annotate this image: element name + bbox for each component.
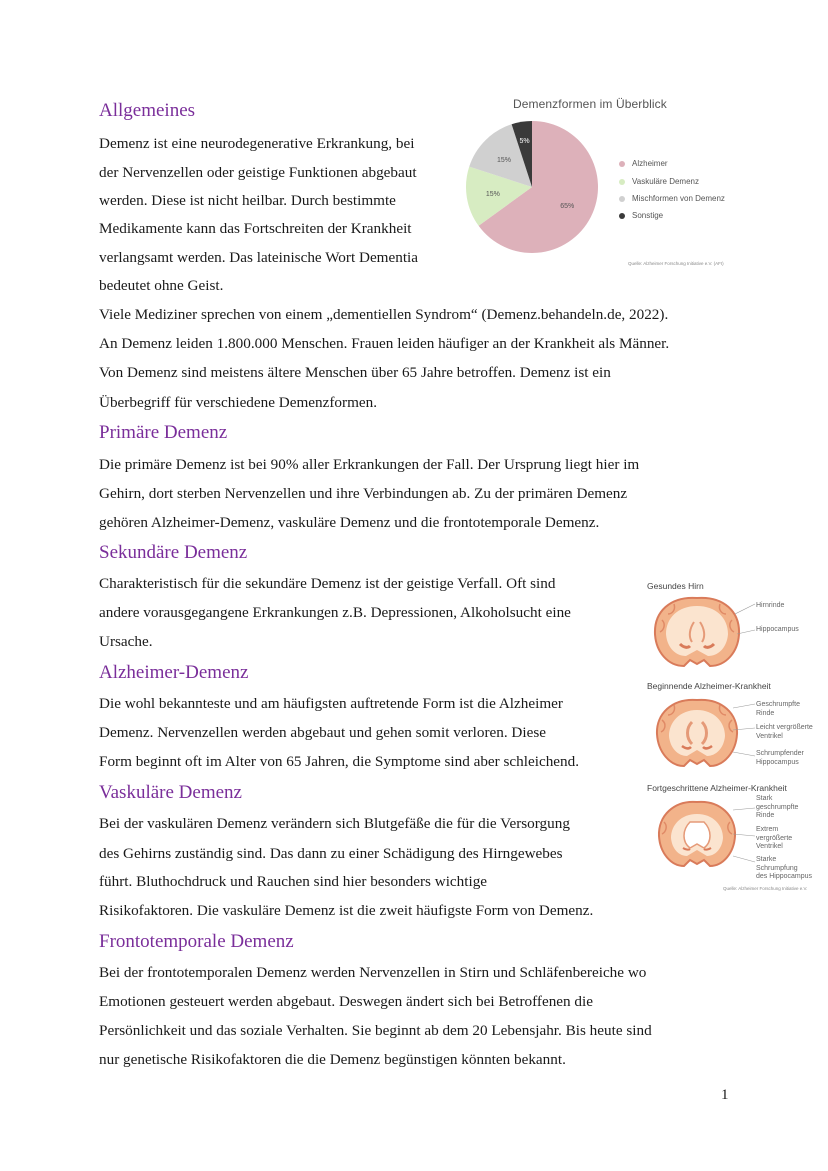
callout-text: Schrumpfender Hippocampus [756,750,804,766]
callout-label [756,750,804,767]
pie-data-label: 65% [560,202,575,210]
paragraph-line: Persönlichkeit und das soziale Verhalten. Sie beginnt ab dem 20 Lebensjahr. Bis heute sind [99,1022,652,1039]
paragraph-line: Emotionen gesteuert werden abgebaut. Deswegen ändert sich bei Betroffenen die [99,993,593,1010]
paragraph-line: An Demenz leiden 1.800.000 Menschen. Frauen leiden häufiger an der Krankheit als Männer. [99,335,670,352]
brain-panel-title: Beginnende Alzheimer-Krankheit [647,681,771,691]
legend-swatch [619,179,625,185]
callout-text: Leicht vergrößerte Ventrikel [756,724,813,740]
callout-lines [733,800,757,872]
paragraph-line: Die wohl bekannteste und am häufigsten auftretende Form ist die Alzheimer [99,695,563,712]
paragraph-line: Viele Mediziner sprechen von einem „dementiellen Syndrom“ (Demenz.behandeln.de, 2022). [99,306,669,323]
callout-lines [735,600,757,640]
legend-item [619,159,668,168]
callout-text: Extrem vergrößerte Ventrikel [756,826,793,850]
callout-label [756,826,792,852]
brain-panel-title: Gesundes Hirn [647,581,704,591]
paragraph-line: Bei der vaskulären Demenz verändern sich Blutgefäße die für die Versorgung [99,815,570,832]
chart-source: Quelle: Alzheimer Forschung Initiative e.V. (AFI) [628,261,724,266]
paragraph-line: des Gehirns zuständig sind. Das dann zu einer Schädigung des Hirngewebes [99,845,563,862]
legend-label: Alzheimer [632,159,668,168]
paragraph-line: nur genetische Risikofaktoren die die Demenz begünstigen könnten bekannt. [99,1051,566,1068]
callout-label: Hirnrinde [756,602,785,609]
legend-item [619,211,663,220]
callout-lines [733,700,757,764]
callout-text: Starke Schrumpfung des Hippocampus [756,856,813,880]
legend-item [619,194,725,203]
paragraph-line: Charakteristisch für die sekundäre Demenz ist der geistige Verfall. Oft sind [99,575,556,592]
page-number: 1 [721,1087,729,1103]
paragraph-line: andere vorausgegangene Erkrankungen z.B. Depressionen, Alkoholsucht eine [99,604,571,621]
paragraph-line: verlangsamt werden. Das lateinische Wort Dementia [99,249,419,266]
legend-item [619,177,699,186]
paragraph-line: Die primäre Demenz ist bei 90% aller Erkrankungen der Fall. Der Ursprung liegt hier im [99,456,640,473]
paragraph-line: der Nervenzellen oder geistige Funktionen abgebaut [99,164,417,181]
paragraph-line: Überbegriff für verschiedene Demenzformen. [99,394,378,411]
callout-label [756,795,798,821]
legend-swatch [619,213,625,219]
paragraph-line: Risikofaktoren. Die vaskuläre Demenz ist die zweit häufigste Form von Demenz. [99,902,594,919]
callout-label [756,724,813,741]
healthy-brain-illustration [650,594,744,670]
paragraph-line: Form beginnt oft im Alter von 65 Jahren, die Symptome sind aber schleichend. [99,753,580,770]
paragraph-line: Von Demenz sind meistens ältere Menschen über 65 Jahre betroffen. Demenz ist ein [99,364,611,381]
heading-frontotemporale-demenz: Frontotemporale Demenz [99,931,294,952]
paragraph-line: Demenz. Nervenzellen werden abgebaut und gehen somit verloren. Diese [99,724,547,741]
pie-data-label: 15% [485,191,500,199]
paragraph-line: Gehirn, dort sterben Nervenzellen und ihre Verbindungen ab. Zu der primären Demenz [99,485,628,502]
heading-alzheimer-demenz: Alzheimer-Demenz [99,662,249,683]
heading-allgemeines: Allgemeines [99,100,196,121]
paragraph-line: Demenz ist eine neurodegenerative Erkrankung, bei [99,135,415,152]
early-alzheimer-brain-illustration [652,696,742,770]
paragraph-line: gehören Alzheimer-Demenz, vaskuläre Demenz und die frontotemporale Demenz. [99,514,600,531]
brain-panel-title: Fortgeschrittene Alzheimer-Krankheit [647,783,787,793]
heading-primaere-demenz: Primäre Demenz [99,422,228,443]
legend-swatch [619,161,625,167]
heading-sekundaere-demenz: Sekundäre Demenz [99,542,248,563]
legend-swatch [619,196,625,202]
pie-data-label: 5% [519,138,530,146]
paragraph-line: Ursache. [99,633,153,650]
pie-data-label: 15% [496,156,512,164]
paragraph-line: Medikamente kann das Fortschreiten der Krankheit [99,220,412,237]
brain-figure-source: Quelle: Alzheimer Forschung Initiative e.V. [723,886,808,891]
callout-label [756,701,800,718]
legend-label: Mischformen von Demenz [632,194,725,203]
callout-text: Stark geschrumpfte Rinde [756,795,799,819]
legend-label: Sonstige [632,211,664,220]
paragraph-line: werden. Diese ist nicht heilbar. Durch bestimmte [99,192,396,209]
legend-label: Vaskuläre Demenz [632,177,699,186]
heading-vaskulaere-demenz: Vaskuläre Demenz [99,782,242,803]
callout-text: Geschrumpfte Rinde [756,701,800,717]
advanced-alzheimer-brain-illustration [654,798,740,870]
callout-label [756,856,812,882]
paragraph-line: führt. Bluthochdruck und Rauchen sind hier besonders wichtige [99,873,488,890]
chart-title: Demenzformen im Überblick [513,97,667,111]
pie-chart [460,120,610,260]
paragraph-line: bedeutet ohne Geist. [99,277,224,294]
callout-label: Hippocampus [756,626,799,633]
paragraph-line: Bei der frontotemporalen Demenz werden Nervenzellen in Stirn und Schläfenbereiche wo [99,964,647,981]
